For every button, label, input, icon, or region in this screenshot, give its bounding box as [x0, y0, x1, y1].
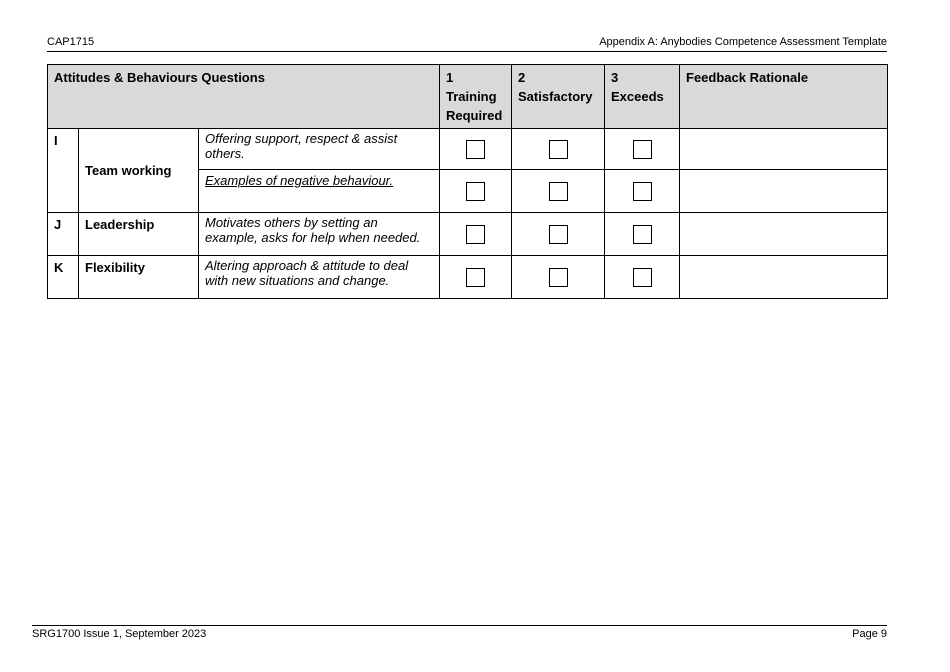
feedback-rationale-header: Feedback Rationale — [680, 65, 888, 129]
document-issue: SRG1700 Issue 1, September 2023 — [32, 628, 207, 640]
satisfactory-checkbox[interactable] — [549, 268, 568, 287]
satisfactory-cell — [512, 129, 605, 170]
training-required-cell — [440, 129, 512, 170]
competence-area: Flexibility — [79, 256, 199, 299]
exceeds-checkbox[interactable] — [633, 225, 652, 244]
training-required-cell — [440, 213, 512, 256]
training-required-header — [440, 65, 512, 129]
exceeds-checkbox[interactable] — [633, 140, 652, 159]
page-header — [47, 36, 887, 52]
competence-area: Team working — [79, 129, 199, 213]
satisfactory-checkbox[interactable] — [549, 225, 568, 244]
satisfactory-cell — [512, 256, 605, 299]
feedback-rationale-cell[interactable] — [680, 129, 888, 170]
training-required-checkbox[interactable] — [466, 140, 485, 159]
training-required-cell — [440, 170, 512, 213]
satisfactory-checkbox[interactable] — [549, 182, 568, 201]
document-reference: CAP1715 — [47, 36, 95, 48]
exceeds-cell — [605, 129, 680, 170]
assessment-table — [47, 64, 888, 299]
behaviour-description: Offering support, respect & assist others. — [199, 129, 440, 170]
row-letter: I — [48, 129, 79, 213]
satisfactory-checkbox[interactable] — [549, 140, 568, 159]
feedback-rationale-cell[interactable] — [680, 213, 888, 256]
negative-behaviour-description: Examples of negative behaviour. — [199, 170, 440, 213]
row-letter: K — [48, 256, 79, 299]
satisfactory-header — [512, 65, 605, 129]
table-header-row — [48, 65, 888, 129]
satisfactory-cell — [512, 213, 605, 256]
training-required-label: Training Required — [446, 89, 503, 123]
training-required-checkbox[interactable] — [466, 268, 485, 287]
exceeds-label: Exceeds — [611, 89, 664, 104]
satisfactory-cell — [512, 170, 605, 213]
feedback-rationale-cell[interactable] — [680, 170, 888, 213]
training-required-checkbox[interactable] — [466, 182, 485, 201]
exceeds-cell — [605, 170, 680, 213]
behaviour-description: Altering approach & attitude to deal with new situations and change. — [199, 256, 440, 299]
exceeds-checkbox[interactable] — [633, 268, 652, 287]
exceeds-cell — [605, 256, 680, 299]
training-required-number: 1 — [446, 70, 454, 85]
satisfactory-label: Satisfactory — [518, 89, 593, 104]
exceeds-number: 3 — [611, 70, 619, 85]
exceeds-header — [605, 65, 680, 129]
questions-header: Attitudes & Behaviours Questions — [48, 65, 440, 129]
appendix-title: Appendix A: Anybodies Competence Assessment Template — [599, 36, 887, 48]
exceeds-checkbox[interactable] — [633, 182, 652, 201]
training-required-cell — [440, 256, 512, 299]
exceeds-cell — [605, 213, 680, 256]
table-row — [48, 129, 888, 170]
page-number: Page 9 — [852, 628, 887, 640]
feedback-rationale-cell[interactable] — [680, 256, 888, 299]
behaviour-description: Motivates others by setting an example, asks for help when needed. — [199, 213, 440, 256]
satisfactory-number: 2 — [518, 70, 526, 85]
page-footer — [32, 625, 887, 641]
table-row — [48, 256, 888, 299]
competence-area: Leadership — [79, 213, 199, 256]
table-row — [48, 213, 888, 256]
training-required-checkbox[interactable] — [466, 225, 485, 244]
row-letter: J — [48, 213, 79, 256]
